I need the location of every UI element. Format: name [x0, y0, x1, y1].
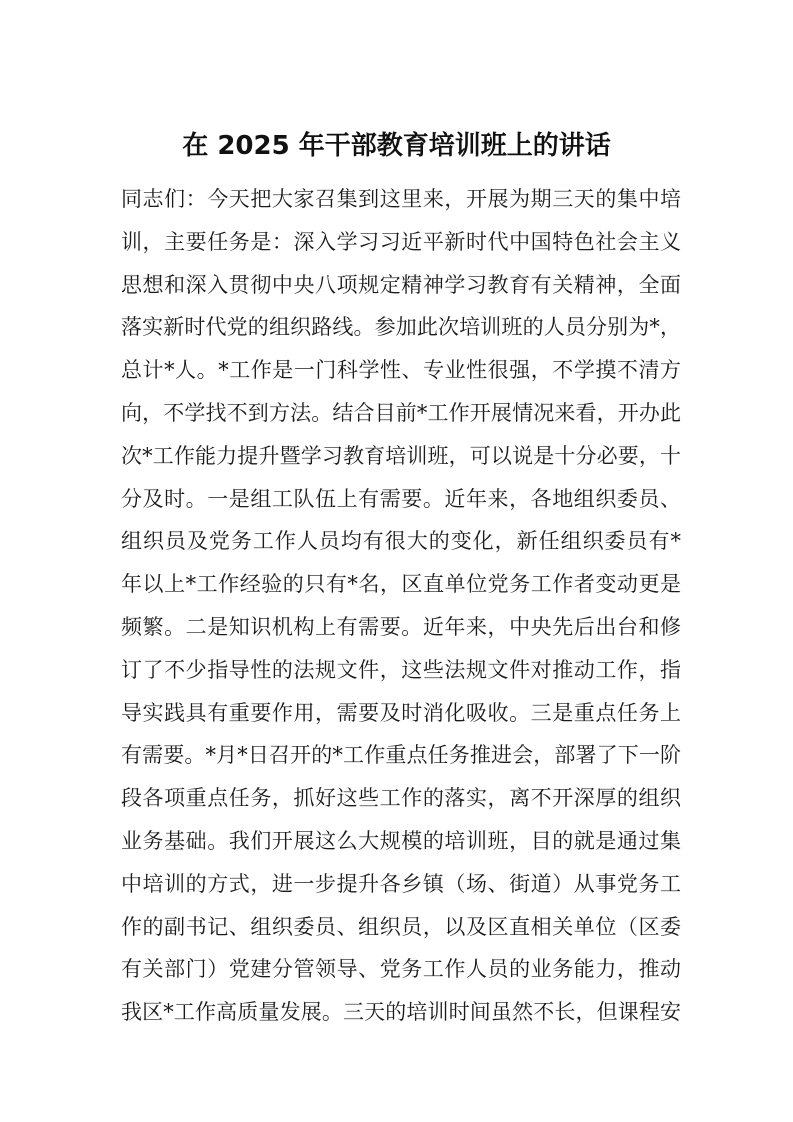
body-line: 有关部门）党建分管领导、党务工作人员的业务能力，推动	[121, 957, 682, 982]
body-line: 思想和深入贯彻中央八项规定精神学习教育有关精神，全面	[121, 272, 682, 297]
body-line: 年以上*工作经验的只有*名，区直单位党务工作者变动更是	[121, 572, 682, 597]
body-line: 作的副书记、组织委员、组织员，以及区直相关单位（区委	[121, 914, 682, 939]
body-line: 落实新时代党的组织路线。参加此次培训班的人员分别为*，	[121, 315, 682, 340]
speech-body	[121, 178, 681, 1034]
body-line: 总计*人。*工作是一门科学性、专业性很强，不学摸不清方	[121, 358, 682, 383]
body-line: 段各项重点任务，抓好这些工作的落实，离不开深厚的组织	[121, 786, 682, 811]
body-line: 次*工作能力提升暨学习教育培训班，可以说是十分必要，十	[121, 443, 682, 468]
body-line: 组织员及党务工作人员均有很大的变化，新任组织委员有*	[121, 529, 682, 554]
body-line: 分及时。一是组工队伍上有需要。近年来，各地组织委员、	[121, 486, 682, 511]
body-line: 向，不学找不到方法。结合目前*工作开展情况来看，开办此	[121, 400, 682, 425]
body-line: 有需要。*月*日召开的*工作重点任务推进会，部署了下一阶	[121, 743, 682, 768]
body-line: 导实践具有重要作用，需要及时消化吸收。三是重点任务上	[121, 700, 682, 725]
body-line: 中培训的方式，进一步提升各乡镇（场、街道）从事党务工	[121, 871, 682, 896]
body-line: 业务基础。我们开展这么大规模的培训班，目的就是通过集	[121, 828, 682, 853]
body-line: 频繁。二是知识机构上有需要。近年来，中央先后出台和修	[121, 614, 682, 639]
body-line: 我区*工作高质量发展。三天的培训时间虽然不长，但课程安	[121, 1000, 682, 1025]
body-line: 同志们：今天把大家召集到这里来，开展为期三天的集中培	[121, 187, 682, 211]
document-title: 在 2025 年干部教育培训班上的讲话	[182, 131, 611, 161]
body-line: 训，主要任务是：深入学习习近平新时代中国特色社会主义	[121, 229, 682, 254]
body-line: 订了不少指导性的法规文件，这些法规文件对推动工作，指	[121, 657, 682, 682]
